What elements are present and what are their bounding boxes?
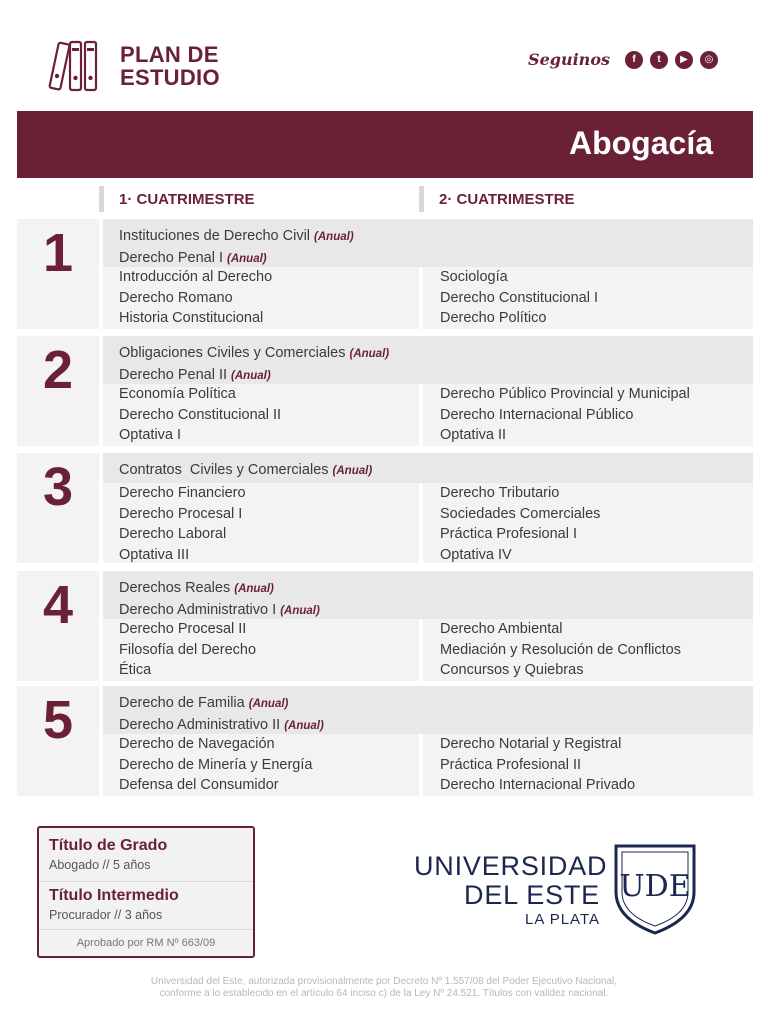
year-block-1 [17, 219, 753, 329]
annual-tag: (Anual) [280, 604, 320, 617]
subject: Derecho Romano [119, 289, 233, 306]
annual-subjects [103, 336, 753, 384]
subject: Introducción al Derecho [119, 269, 273, 285]
subject: Derecho Internacional Privado [440, 777, 636, 793]
first-semester-subjects [103, 384, 419, 446]
subject: Optativa I [119, 427, 182, 443]
subject: Derecho Constitucional II [119, 406, 281, 423]
year-number [17, 219, 99, 329]
column-header-first: 1· CUATRIMESTRE [99, 186, 415, 212]
degree-title-detail: Abogado // 5 años [49, 858, 151, 872]
subject-name: Obligaciones Civiles y Comerciales [119, 345, 346, 361]
degree-title-section [39, 828, 253, 882]
subject-name: Instituciones de Derecho Civil [119, 228, 311, 244]
subject-annual [119, 460, 753, 482]
subject-name: Derecho Penal II [119, 366, 228, 383]
legal-footer [0, 976, 768, 1000]
subject-name: Derecho Penal I [119, 249, 223, 266]
subject: Economía Política [119, 386, 236, 402]
legal-footer-line1: Universidad del Este, autorizada provisionalmente por Decreto Nº 1.557/08 del Poder Ejecutivo Nacional, [150, 976, 618, 987]
approval-note: Aprobado por RM Nº 663/09 [76, 937, 216, 949]
subject-annual [119, 715, 753, 737]
university-logo-text [414, 851, 608, 928]
annual-subjects [103, 219, 753, 267]
year-number-label: 1 [42, 223, 74, 283]
annual-tag: (Anual) [284, 719, 324, 732]
annual-tag: (Anual) [234, 583, 274, 595]
subject: Práctica Profesional I [440, 526, 578, 542]
year-number-label: 3 [42, 457, 74, 517]
degree-titles-box [37, 826, 255, 958]
year-block-4 [17, 571, 753, 681]
career-title: Abogacía [568, 125, 713, 161]
subject: Historia Constitucional [119, 310, 264, 326]
year-block-2 [17, 336, 753, 446]
follow-label: Seguinos [528, 50, 610, 69]
year-number [17, 336, 99, 446]
first-semester-subjects [103, 734, 419, 796]
brand-title-line2: ESTUDIO [120, 65, 220, 90]
subject-annual [119, 578, 753, 600]
subject-name: Derecho Administrativo II [119, 716, 281, 733]
subject: Derecho Notarial y Registral [440, 736, 622, 752]
university-city: LA PLATA [525, 911, 600, 928]
twitter-icon[interactable]: t [650, 51, 668, 69]
intermediate-title-detail: Procurador // 3 años [49, 908, 163, 922]
annual-subjects [103, 453, 753, 483]
subject-annual [119, 365, 753, 387]
subject: Derecho Político [440, 310, 547, 326]
instagram-icon[interactable]: ◎ [700, 51, 718, 69]
subject-name: Derecho de Familia [119, 695, 245, 711]
subject: Sociología [440, 269, 508, 285]
annual-tag: (Anual) [248, 698, 289, 710]
social-follow [528, 50, 718, 69]
subject: Derecho Tributario [440, 485, 560, 501]
year-number-label: 4 [42, 575, 74, 635]
subject: Derecho Ambiental [440, 621, 563, 637]
second-semester-subjects [423, 734, 753, 796]
intermediate-title-section [39, 882, 253, 930]
subject-annual [119, 600, 753, 622]
youtube-icon[interactable]: ▶ [675, 51, 693, 69]
subject: Filosofía del Derecho [119, 641, 257, 658]
university-name-line1: UNIVERSIDAD [414, 851, 608, 881]
university-shield-icon [612, 842, 698, 936]
year-block-5 [17, 686, 753, 796]
subject: Mediación y Resolución de Conflictos [440, 641, 681, 658]
subject: Optativa IV [440, 546, 512, 563]
year-number [17, 571, 99, 681]
subject: Optativa II [440, 427, 507, 443]
year-number-label: 5 [42, 690, 74, 750]
subject-name: Derechos Reales [119, 580, 231, 596]
annual-tag: (Anual) [349, 348, 390, 360]
career-banner [17, 111, 753, 178]
university-monogram: UDE [619, 869, 691, 904]
first-semester-subjects [103, 483, 419, 563]
annual-subjects [103, 686, 753, 734]
annual-tag: (Anual) [231, 369, 271, 382]
subject: Concursos y Quiebras [440, 662, 584, 678]
subject: Práctica Profesional II [440, 756, 582, 773]
subject: Derecho Laboral [119, 526, 227, 542]
university-name-line2: DEL ESTE [464, 880, 600, 910]
subject: Derecho Financiero [119, 485, 246, 501]
subject-name: Contratos Civiles y Comerciales [119, 462, 329, 478]
subject-name: Derecho Administrativo I [119, 601, 277, 618]
subject-annual [119, 693, 753, 715]
year-block-3 [17, 453, 753, 563]
subject: Derecho Procesal I [119, 505, 243, 522]
brand [44, 38, 220, 94]
annual-subjects [103, 571, 753, 619]
subject: Derecho de Minería y Energía [119, 756, 313, 773]
subject: Derecho Procesal II [119, 621, 247, 637]
first-semester-subjects [103, 619, 419, 681]
binders-icon [44, 38, 108, 94]
subject-annual [119, 343, 753, 365]
subject: Derecho Público Provincial y Municipal [440, 386, 690, 402]
subject: Derecho Constitucional I [440, 289, 598, 306]
year-number-label: 2 [42, 340, 74, 400]
intermediate-title-name: Título Intermedio [49, 887, 179, 904]
facebook-icon[interactable]: f [625, 51, 643, 69]
subject: Optativa III [119, 546, 190, 563]
annual-tag: (Anual) [332, 465, 373, 477]
subject: Ética [119, 662, 152, 678]
subject-annual [119, 226, 753, 248]
column-header-second: 2· CUATRIMESTRE [419, 186, 753, 212]
first-semester-subjects [103, 267, 419, 329]
second-semester-subjects [423, 267, 753, 329]
second-semester-subjects [423, 619, 753, 681]
subject-annual [119, 248, 753, 270]
degree-title-name: Título de Grado [49, 837, 168, 854]
brand-title [120, 43, 220, 89]
annual-tag: (Anual) [227, 252, 267, 265]
subject: Derecho Internacional Público [440, 406, 634, 423]
second-semester-subjects [423, 483, 753, 563]
legal-footer-line2: conforme a lo establecido en el artículo 64 inciso c) de la Ley Nº 24.521. Títulos con validez nacional. [159, 988, 609, 999]
subject: Sociedades Comerciales [440, 505, 601, 522]
year-number [17, 686, 99, 796]
annual-tag: (Anual) [314, 231, 354, 243]
brand-title-line1: PLAN DE [120, 42, 219, 67]
subject: Defensa del Consumidor [119, 777, 279, 793]
subject: Derecho de Navegación [119, 736, 275, 752]
year-number [17, 453, 99, 563]
second-semester-subjects [423, 384, 753, 446]
